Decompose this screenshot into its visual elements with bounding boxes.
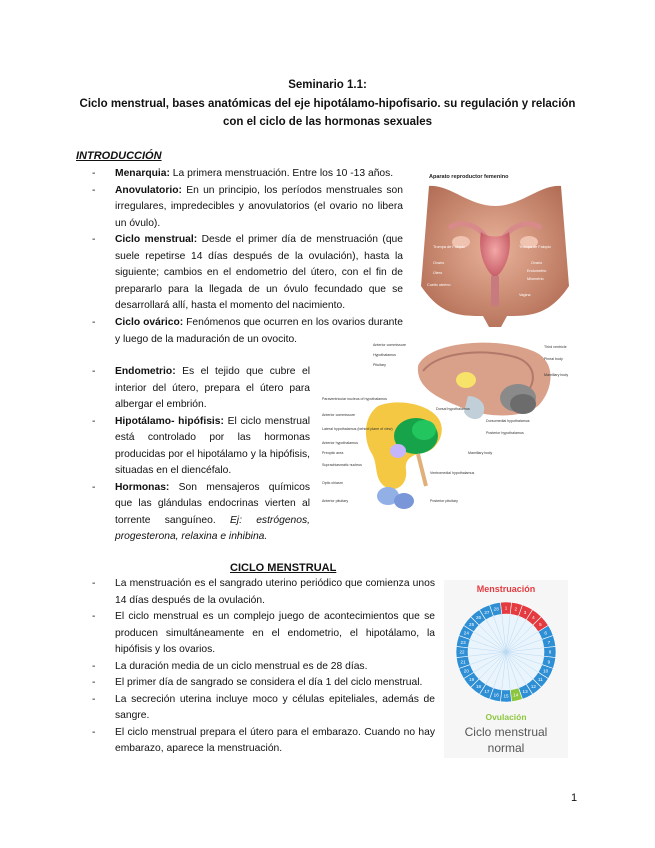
cycle-day-label: 26 (476, 615, 482, 621)
brain-label-left-2: Lateral hypothalamus (behind plane of view) (322, 427, 393, 431)
intro-heading: INTRODUCCIÓN (76, 150, 162, 162)
repro-label-left-1: Ovario (433, 261, 445, 265)
document-title-line1: Seminario 1.1: (288, 79, 367, 91)
cycle-day-label: 10 (543, 668, 549, 674)
cycle-day-label: 18 (476, 684, 482, 690)
document-title-line3: con el ciclo de las hormonas sexuales (222, 116, 432, 128)
brain-label-left-3: Anterior hypothalamus (322, 441, 358, 445)
repro-label-left-0: Trompa de Falopio (433, 245, 465, 249)
cycle-day-label: 14 (513, 692, 519, 698)
brain-label-left-7: Anterior pituitary (322, 499, 349, 503)
brain-label-top-2: Pituitary (373, 363, 386, 367)
repro-label-left-3: Cuello uterino (427, 283, 451, 287)
brain-label-right-6: Mamillary body (468, 451, 493, 455)
menstrual-heading: CICLO MENSTRUAL (230, 562, 337, 574)
repro-label-right-3: Miometrio (527, 277, 544, 281)
intro-item-hipotalamo: - Hipotálamo- hipófisis: El ciclo menstrual está controlado por las hormonas producidas por el hipotálamo y la hipófisis, situadas en el diencéfalo. (92, 415, 310, 476)
brain-label-right-3: Dorsal hypothalamus (436, 407, 470, 411)
cycle-day-label: 9 (547, 659, 551, 665)
brain-label-right-4: Dorsomedial hypothalamus (486, 419, 530, 423)
menstrual-item: - La menstruación es el sangrado uterino periódico que comienza unos 14 días después de la ovulación. (92, 578, 435, 606)
brain-label-right-8: Posterior pituitary (430, 499, 458, 503)
cycle-caption-line1: Ciclo menstrual (464, 725, 548, 739)
repro-label-right-0: Trompa de Falopio (519, 245, 551, 249)
intro-item-endometrio: - Endometrio: Es el tejido que cubre el interior del útero, prepara el útero para albergar el embrión. (92, 366, 310, 410)
repro-label-right-2: Endometrio (527, 269, 547, 273)
cycle-day-label: 5 (539, 622, 542, 628)
cycle-day-label: 2 (514, 606, 518, 612)
cycle-day-label: 16 (493, 692, 499, 698)
brain-label-right-2: Mamillary body (544, 373, 569, 377)
cycle-label-menstruation: Menstruación (476, 584, 536, 594)
cycle-wheel (444, 580, 568, 758)
brain-label-right-0: Third ventricle (544, 345, 567, 349)
brain-label-right-7: Ventromedial hypothalamus (430, 471, 475, 475)
brain-label-left-0: Paraventricular nucleus of hypothalamus (322, 397, 387, 401)
repro-label-right-4: Vagina (519, 293, 531, 297)
cycle-day-label: 12 (530, 684, 536, 690)
cycle-day-label: 27 (484, 609, 490, 615)
brain-label-right-5: Posterior hypothalamus (486, 431, 524, 435)
cycle-day-label: 19 (469, 677, 475, 683)
intro-item-anovulatorio: - Anovulatorio: En un principio, los períodos menstruales son irregulares, impredecibles y anovulatorios (el ovario no libera un óvulo). (92, 184, 403, 229)
cycle-day-label: 3 (523, 609, 527, 615)
intro-item-hormonas: - Hormonas: Son mensajeros químicos que las glándulas endocrinas vierten al torrente sanguíneo. Ej: estrógenos, progesterona, relaxina e inhibina. (92, 481, 311, 542)
cycle-caption-line2: normal (487, 741, 525, 755)
cycle-day-label: 13 (522, 689, 528, 695)
brain-label-right-1: Pineal body (544, 357, 563, 361)
cycle-day-label: 25 (469, 622, 475, 628)
document-title-line2: Ciclo menstrual, bases anatómicas del eje hipotálamo-hipofisario. su regulación y relación (79, 98, 576, 110)
cycle-day-label: 7 (547, 639, 551, 645)
reproductive-system-illustration (419, 166, 571, 327)
repro-label-left-2: Útero (433, 271, 443, 275)
intro-item-ciclo-menstrual: - Ciclo menstrual: Desde el primer día de menstruación (que suele repetirse 14 días después de la ovulación), hasta la siguiente; cambios en el endometrio del útero, con el fin de prepararlo para la llegada de un óvulo fecundado que se desarrollará allí, hasta el momento del nacimiento. (92, 234, 403, 311)
brain-label-left-1: Anterior commissure (322, 413, 355, 417)
brain-label-top-1: Hypothalamus (373, 353, 396, 357)
reproductive-title: Aparato reproductor femenino (429, 174, 509, 180)
cycle-day-label: 21 (460, 659, 466, 665)
cycle-day-label: 24 (463, 630, 469, 636)
brain-label-top-0: Anterior commissure (373, 343, 406, 347)
menstrual-item: - La secreción uterina incluye moco y células epiteliales, además de sangre. (92, 693, 435, 721)
cycle-day-label: 4 (532, 615, 535, 621)
cycle-day-label: 6 (544, 630, 547, 636)
menstrual-item: - La duración media de un ciclo menstrual es de 28 días. (92, 660, 368, 672)
hypothalamus-figure (318, 336, 583, 546)
intro-item-ciclo-ovarico: - Ciclo ovárico: Fenómenos que ocurren en los ovarios durante y luego de la maduración de un ovocito. (92, 317, 404, 345)
cycle-day-label: 23 (460, 639, 466, 645)
cycle-day-label: 11 (538, 677, 543, 683)
cycle-label-ovulation: Ovulación (485, 712, 527, 722)
intro-item-menarquia: - Menarquia: La primera menstruación. Entre los 10 -13 años. (92, 168, 394, 179)
reproductive-system-figure (419, 166, 571, 327)
cycle-day-label: 8 (548, 649, 552, 655)
cycle-day-label: 22 (459, 649, 465, 655)
intro-list (92, 166, 403, 315)
cycle-day-label: 17 (484, 689, 490, 695)
brain-label-left-5: Suprachiasmatic nucleus (322, 463, 362, 467)
cycle-day-label: 20 (463, 668, 469, 674)
cycle-day-label: 28 (493, 606, 499, 612)
brain-label-left-6: Optic chiasm (322, 481, 343, 485)
repro-label-right-1: Ovario (531, 261, 543, 265)
menstrual-list (92, 576, 435, 758)
menstrual-item: - El primer día de sangrado se considera el día 1 del ciclo menstrual. (92, 677, 423, 688)
cycle-day-label: 1 (504, 605, 508, 611)
cycle-wheel-figure (444, 580, 568, 758)
menstrual-item: - El ciclo menstrual es un complejo juego de acontecimientos que se producen simultáneamente en el endometrio, el hipotálamo, la hipófisis y los ovarios. (92, 611, 435, 655)
menstrual-item: - El ciclo menstrual prepara el útero para el embarazo. Cuando no hay embarazo, aparece la menstruación. (92, 726, 435, 754)
cycle-day-label: 15 (503, 693, 509, 699)
brain-label-left-4: Preoptic area (322, 451, 344, 455)
page-number: 1 (571, 792, 578, 804)
hypothalamus-illustration (318, 336, 583, 546)
intro-list-3 (92, 364, 310, 546)
